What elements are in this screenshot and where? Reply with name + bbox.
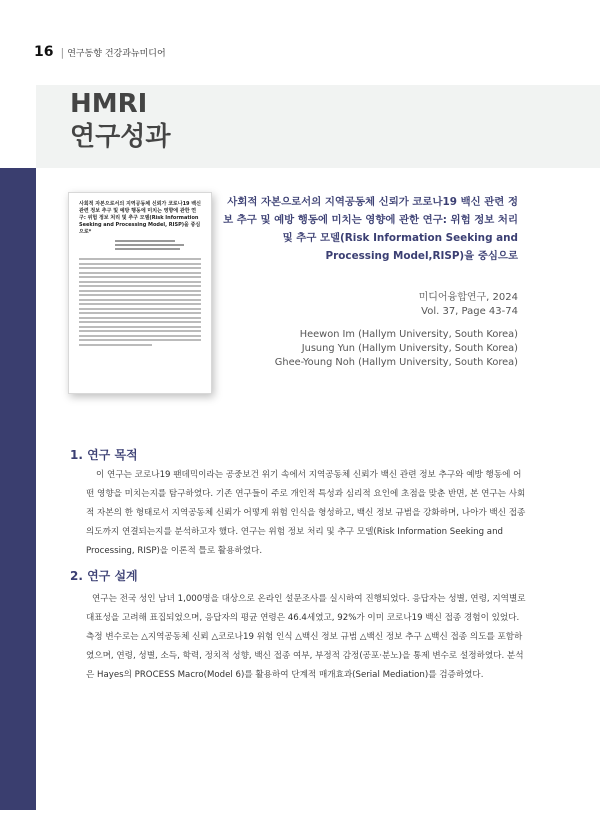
page-header: 16 | 연구동향 건강과뉴미디어 [34, 44, 166, 60]
author-list [275, 328, 518, 370]
thumbnail-body [79, 258, 201, 346]
thumbnail-authors [115, 240, 201, 250]
section-heading-design: 2. 연구 설계 [70, 569, 138, 583]
paragraph: 측정 변수로는 △지역공동체 신뢰 △코로나19 위험 인식 △백신 정보 규범 △백신 정보 추구 △백신 접종 의도를 포함하였으며, 연령, 성별, 소득, 학력, 정치적 성향, 백신 접종 여부, 부정적 감정(공포·분노)을 통제 변수로 설정하였다. 분석은 Hayes의 PROCESS Macro(Model 6)를 활용하여 단계적 매개효과(Serial Mediation)를 검증하였다. [86, 632, 524, 680]
thumbnail-title: 사회적 자본으로서의 지역공동체 신뢰가 코로나19 백신 관련 정보 추구 및 예방 행동에 미치는 영향에 관한 연구: 위험 정보 처리 및 추구 모델(Risk Information Seeking and Processing Model, RISP)을 중심으로* [79, 201, 201, 235]
title-line-2: 연구성과 [70, 122, 171, 152]
accent-bar [0, 168, 36, 810]
section-body-design [86, 590, 526, 685]
author: Heewon Im (Hallym University, South Korea) [299, 329, 518, 340]
paper-thumbnail [68, 192, 212, 394]
journal-name: 미디어융합연구, 2024 [418, 292, 518, 303]
page-number: 16 [34, 44, 54, 60]
title-line-1: HMRI [70, 89, 148, 119]
author: Jusung Yun (Hallym University, South Korea) [301, 343, 518, 354]
journal-info [419, 291, 518, 319]
paragraph: 이 연구는 코로나19 팬데믹이라는 공중보건 위기 속에서 지역공동체 신뢰가 백신 관련 정보 추구와 예방 행동에 어떤 영향을 미치는지를 탐구하였다. 기존 연구들이 주로 개인적 특성과 심리적 요인에 초점을 맞춘 반면, 본 연구는 사회적 자본의 한 형태로서 지역공동체 신뢰가 어떻게 위험 인식을 형성하고, 백신 정보 규범을 강화하며, 나아가 백신 접종 의도까지 연결되는지를 분석하고자 했다. 연구는 위험 정보 처리 및 추구 모델(Risk Information Seeking and Processing, RISP)을 이론적 틀로 활용하였다. [86, 470, 526, 556]
paragraph: 연구는 전국 성인 남녀 1,000명을 대상으로 온라인 설문조사를 실시하여 진행되었다. 응답자는 성별, 연령, 지역별로 대표성을 고려해 표집되었으며, 응답자의 평균 연령은 46.4세였고, 92%가 이미 코로나19 백신 접종 경험이 있었다. [86, 594, 526, 623]
page-category: 연구동향 건강과뉴미디어 [67, 49, 166, 59]
page-title [70, 88, 170, 154]
section-heading-purpose: 1. 연구 목적 [70, 448, 138, 462]
section-body-purpose [86, 466, 526, 561]
author: Ghee-Young Noh (Hallym University, South Korea) [274, 357, 518, 368]
paper-title: 사회적 자본으로서의 지역공동체 신뢰가 코로나19 백신 관련 정보 추구 및 예방 행동에 미치는 영향에 관한 연구: 위험 정보 처리 및 추구 모델(Risk Information Seeking and Processing Model,RISP)을 중심으로 [223, 196, 518, 262]
journal-volume: Vol. 37, Page 43-74 [421, 306, 518, 317]
